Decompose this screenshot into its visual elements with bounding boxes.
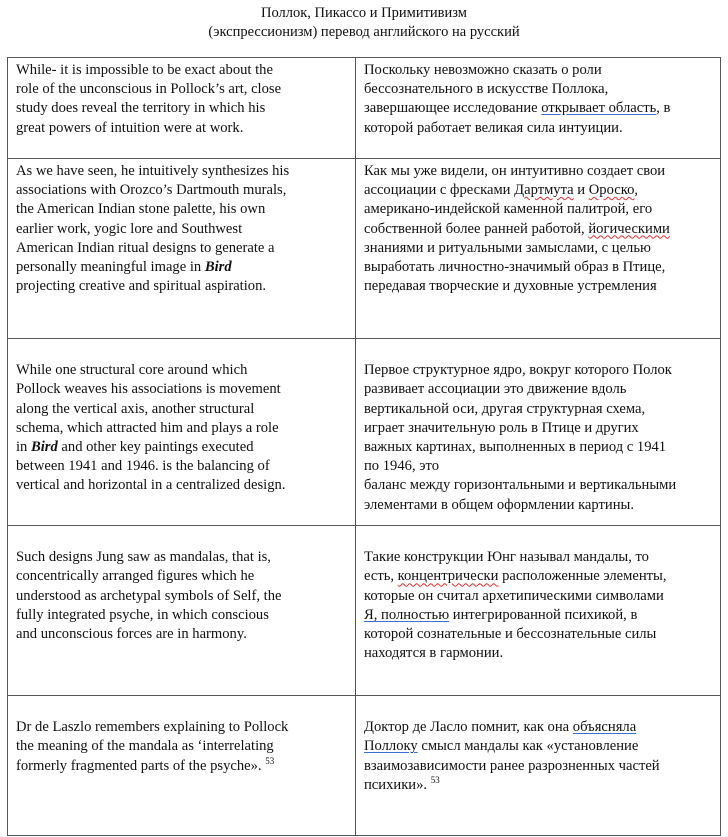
text-line — [364, 80, 713, 99]
text-segment: the meaning of the mandala as ‘interrelating — [16, 738, 274, 755]
text-segment: баланс между горизонтальными и вертикальными — [364, 477, 677, 494]
english-text-cell[interactable] — [8, 58, 356, 159]
russian-text-cell[interactable] — [356, 58, 721, 159]
text-line — [16, 380, 348, 399]
russian-text-cell[interactable] — [356, 159, 721, 339]
text-segment: role of the unconscious in Pollock’s art, close — [16, 81, 282, 98]
text-segment: Such designs Jung saw as mandalas, that is, — [16, 549, 271, 566]
text-segment: передавая творческие и духовные устремления — [364, 278, 657, 295]
text-segment: fully integrated psyche, in which conscious — [16, 606, 269, 623]
text-line — [16, 200, 348, 219]
grammar-flagged-text: открывает область — [541, 100, 657, 117]
text-segment: While one structural core around which — [16, 362, 248, 379]
text-line — [364, 119, 713, 138]
text-segment: Pollock weaves his associations is movement — [16, 381, 281, 398]
text-line — [16, 438, 348, 457]
text-line — [364, 361, 713, 380]
text-line — [16, 606, 348, 625]
text-segment: американо-индейской каменной палитрой, его — [364, 201, 653, 218]
text-segment: знаниями и ритуальными замыслами, с целью — [364, 239, 651, 256]
text-segment: study does reveal the territory in which his — [16, 100, 266, 117]
text-line — [364, 342, 713, 361]
text-segment: great powers of intuition were at work. — [16, 119, 244, 136]
text-line — [364, 419, 713, 438]
text-segment: the American Indian stone palette, his own — [16, 201, 266, 218]
english-text-cell[interactable] — [8, 696, 356, 836]
text-segment: и — [573, 182, 589, 199]
text-line — [16, 476, 348, 495]
text-line — [16, 80, 348, 99]
text-line — [364, 644, 713, 663]
text-line — [364, 567, 713, 586]
text-line — [16, 757, 348, 776]
text-line — [364, 548, 713, 567]
text-segment: between 1941 and 1946. is the balancing of — [16, 458, 270, 475]
text-line — [364, 718, 713, 737]
text-line — [364, 99, 713, 118]
grammar-flagged-text: Я, полностью — [364, 606, 450, 623]
text-segment: элементами в общем оформлении картины. — [364, 496, 634, 513]
russian-text-cell[interactable] — [356, 339, 721, 526]
text-line — [364, 438, 713, 457]
text-line — [364, 258, 713, 277]
text-segment: concentrically arranged figures which he — [16, 568, 255, 585]
spellcheck-flagged-text: Ороско — [588, 182, 635, 199]
artwork-title: Bird — [31, 439, 58, 455]
text-line — [364, 606, 713, 625]
text-segment: formerly fragmented parts of the psyche». — [16, 757, 266, 774]
text-segment: associations with Orozco’s Dartmouth murals, — [16, 182, 287, 199]
text-segment: Dr de Laszlo remembers explaining to Pollock — [16, 719, 289, 736]
text-segment: бессознательного в искусстве Поллока, — [364, 81, 609, 98]
text-line — [364, 529, 713, 548]
table-row — [8, 58, 721, 159]
text-line — [16, 119, 348, 138]
text-segment: personally meaningful image in — [16, 259, 205, 276]
english-text-cell[interactable] — [8, 159, 356, 339]
text-segment: , — [634, 182, 639, 199]
text-line — [16, 181, 348, 200]
text-line — [364, 496, 713, 515]
text-line — [364, 200, 713, 219]
english-text-cell[interactable] — [8, 526, 356, 696]
text-segment: играет значительную роль в Птице и других — [364, 419, 639, 436]
table-row — [8, 339, 721, 526]
text-segment: As we have seen, he intuitively synthesizes his — [16, 163, 290, 179]
text-segment: психики». — [364, 776, 431, 793]
text-line — [364, 400, 713, 419]
text-segment: in — [16, 439, 31, 455]
text-line — [364, 277, 713, 296]
text-line — [16, 567, 348, 586]
text-line — [16, 587, 348, 606]
grammar-flagged-text: Поллоку — [364, 738, 418, 755]
title-line-2: (экспрессионизм) перевод английского на русский — [208, 24, 520, 40]
text-segment: выработать личностно-значимый образ в Птице, — [364, 259, 666, 276]
text-segment: интегрированной психикой, в — [449, 606, 638, 623]
footnote-ref: 53 — [265, 755, 275, 766]
text-segment: есть, — [364, 568, 398, 585]
text-segment: Первое структурное ядро, вокруг которого Полок — [364, 362, 672, 379]
text-segment: vertical and horizontal in a centralized design. — [16, 477, 286, 494]
text-segment: важных картинах, выполненных в период с 1941 — [364, 439, 667, 455]
text-line — [364, 181, 713, 200]
table-row — [8, 526, 721, 696]
text-segment: along the vertical axis, another structural — [16, 400, 255, 417]
title-line-1: Поллок, Пикассо и Примитивизм — [261, 5, 467, 21]
text-segment: projecting creative and spiritual aspiration. — [16, 278, 267, 295]
english-text-cell[interactable] — [8, 339, 356, 526]
text-line — [364, 625, 713, 644]
text-segment: American Indian ritual designs to generate a — [16, 239, 275, 256]
text-line — [16, 529, 348, 548]
text-segment: While- it is impossible to be exact about the — [16, 62, 273, 78]
text-line — [364, 220, 713, 239]
text-line — [364, 476, 713, 495]
text-line — [16, 737, 348, 756]
text-segment: которые он считал архетипическими символами — [364, 587, 664, 604]
text-line — [364, 380, 713, 399]
text-segment: earlier work, yogic lore and Southwest — [16, 220, 243, 237]
text-segment: and other key paintings executed — [57, 439, 254, 455]
text-segment: ассоциации с фресками — [364, 182, 515, 199]
text-segment: , в — [656, 100, 671, 117]
text-segment: Поскольку невозможно сказать о роли — [364, 62, 602, 78]
text-line — [364, 239, 713, 258]
text-line — [364, 61, 713, 80]
text-line — [16, 361, 348, 380]
text-segment: and unconscious forces are in harmony. — [16, 626, 247, 642]
text-segment: schema, which attracted him and plays a role — [16, 419, 279, 436]
text-segment: understood as archetypal symbols of Self, the — [16, 587, 282, 604]
text-segment: смысл мандалы как «установление — [417, 738, 639, 755]
footnote-ref: 53 — [430, 774, 440, 785]
text-segment: которой сознательные и бессознательные силы — [364, 626, 657, 642]
text-line — [16, 99, 348, 118]
text-line — [16, 162, 348, 181]
translation-table-body — [8, 58, 721, 836]
text-line — [16, 342, 348, 361]
artwork-title: Bird — [204, 259, 232, 276]
table-row — [8, 159, 721, 339]
text-line — [16, 220, 348, 239]
text-line — [16, 277, 348, 296]
text-segment: Как мы уже видели, он интуитивно создает свои — [364, 163, 666, 179]
document-title — [0, 4, 728, 42]
text-segment: развивает ассоциации это движение вдоль — [364, 381, 627, 398]
text-segment: взаимозависимости ранее разрозненных частей — [364, 757, 660, 774]
text-line — [364, 699, 713, 718]
spellcheck-flagged-text: концентрически — [397, 568, 499, 585]
text-segment: расположенные элементы, — [498, 568, 667, 585]
text-line — [364, 457, 713, 476]
text-segment: Доктор де Ласло помнит, как она — [364, 719, 573, 736]
text-line — [364, 757, 713, 776]
spellcheck-flagged-text: йогическими — [588, 220, 670, 237]
text-line — [364, 587, 713, 606]
text-line — [16, 239, 348, 258]
text-line — [16, 400, 348, 419]
text-line — [16, 61, 348, 80]
translation-table — [7, 57, 721, 836]
russian-text-cell[interactable] — [356, 696, 721, 836]
spellcheck-flagged-text: Дартмута — [514, 182, 574, 199]
text-segment: находятся в гармонии. — [364, 645, 504, 662]
text-line — [364, 162, 713, 181]
text-segment: которой работает великая сила интуиции. — [364, 119, 623, 136]
text-line — [16, 258, 348, 277]
text-segment: Такие конструкции Юнг называл мандалы, то — [364, 549, 649, 566]
grammar-flagged-text: объясняла — [572, 719, 637, 736]
text-line — [16, 718, 348, 737]
russian-text-cell[interactable] — [356, 526, 721, 696]
text-line — [16, 699, 348, 718]
text-line — [16, 457, 348, 476]
text-segment: завершающее исследование — [364, 100, 542, 117]
text-line — [16, 419, 348, 438]
text-line — [364, 737, 713, 756]
text-segment: вертикальной оси, другая структурная схема, — [364, 400, 646, 417]
text-line — [16, 625, 348, 644]
text-segment: собственной более ранней работой, — [364, 220, 589, 237]
text-line — [364, 776, 713, 795]
text-segment: по 1946, это — [364, 458, 439, 475]
text-line — [16, 548, 348, 567]
table-row — [8, 696, 721, 836]
